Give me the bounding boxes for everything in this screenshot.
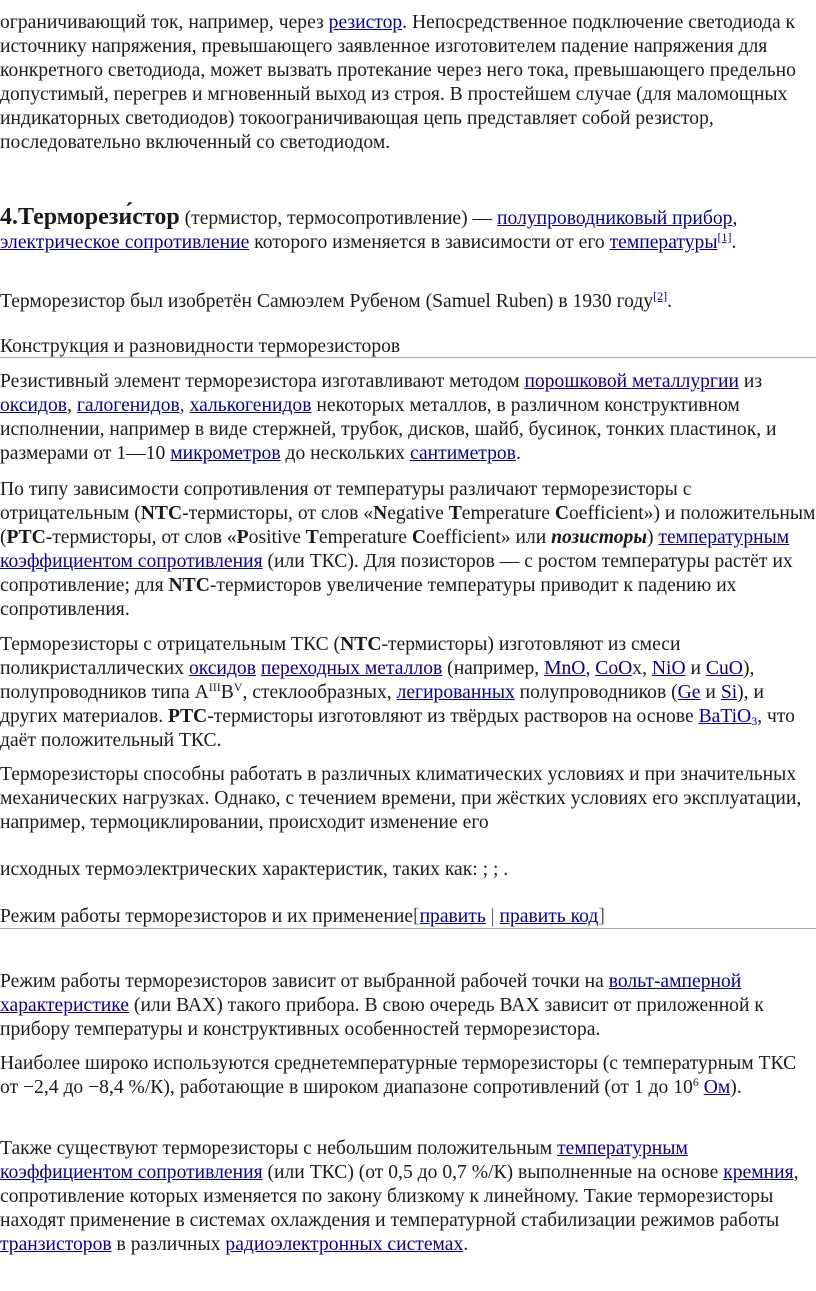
link-iv-characteristic[interactable]: вольт-амперной характеристике (0, 971, 742, 1016)
link-oxides[interactable]: оксидов (0, 395, 68, 416)
link-batio3[interactable]: BaTiO$_3$ (698, 706, 758, 728)
link-oxides-2[interactable]: оксидов (188, 658, 256, 679)
operating-mode-heading: Режим работы терморезисторов и их применение[править | править код] (0, 906, 605, 927)
climate-paragraph: Терморезисторы способны работать в различных климатических условиях и при значительных механических нагрузках. Однако, с течением времени, при жёстких условиях его эксплуатации, например, термоциклировании, происходит изменение его (0, 764, 802, 833)
link-temperature-coefficient-2[interactable]: температурным коэффициентом сопротивления (0, 1138, 688, 1183)
link-radioelectronic-systems[interactable]: радиоэлектронных системах (225, 1234, 464, 1255)
characteristics-line: исходных термоэлектрических характеристик, таких как: ; ; . (0, 859, 509, 880)
construction-paragraph: Резистивный элемент терморезистора изготавливают методом порошковой металлургии из оксидов, галогенидов, халькогенидов некоторых металлов, в различном конструктивном исполнении, например в виде стержней, трубок, дисков, шайб, бусинок, тонких пластинок, и размерами от 1—10 микрометров до нескольких сантиметров. (0, 371, 777, 464)
link-doped[interactable]: легированных (396, 682, 515, 703)
ref-2[interactable]: [2] (653, 289, 668, 303)
link-mno[interactable]: MnO (544, 658, 586, 679)
heading-divider (0, 357, 816, 358)
link-nio[interactable]: NiO (651, 658, 686, 679)
link-resistor[interactable]: резистор (328, 12, 403, 33)
link-cuo[interactable]: CuO (705, 658, 743, 679)
section-title: 4.Терморези́стор (0, 204, 180, 230)
link-ge[interactable]: Ge (677, 682, 701, 703)
edit-code-link[interactable]: править код (499, 906, 599, 927)
link-centimeters[interactable]: сантиметров (410, 443, 516, 464)
construction-heading: Конструкция и разновидности терморезисторов (0, 336, 401, 357)
link-ohm[interactable]: Ом (703, 1077, 731, 1098)
intro-paragraph: ограничивающий ток, например, через резистор. Непосредственное подключение светодиода к источнику напряжения, превышающего заявленное изготовителем падение напряжения для конкретного светодиода, может вызвать протекание через него тока, превышающего предельно допустимый, перегрев и мгновенный выход из строя. В простейшем случае (для маломощных индикаторных светодиодов) токоограничивающая цепь представляет собой резистор, последовательно включенный со светодиодом. (0, 12, 796, 153)
edit-link[interactable]: править (419, 906, 486, 927)
link-halides[interactable]: галогенидов (76, 395, 180, 416)
materials-paragraph: Терморезисторы с отрицательным ТКС (NTC-термисторы) изготовляют из смеси поликристаллических оксидов переходных металлов (например, MnO, CoOx, NiO и CuO), полупроводников типа $A^{III}B^V$, стеклообразных, легированных полупроводников (Ge и Si), и других материалов. PTC-термисторы изготовляют из твёрдых растворов на основе BaTiO$_3$, что даёт положительный ТКС. (0, 634, 795, 751)
link-powder-metallurgy[interactable]: порошковой металлургии (524, 371, 739, 392)
heading-divider-2 (0, 928, 816, 929)
link-si[interactable]: Si (720, 682, 738, 703)
link-temperature[interactable]: температуры (609, 232, 718, 253)
thermistor-definition: 4.Терморези́стор (термистор, термосопротивление) — полупроводниковый прибор, электрическое сопротивление которого изменяется в зависимости от его температуры[1]. (0, 204, 738, 253)
ntc-ptc-paragraph: По типу зависимости сопротивления от температуры различают терморезисторы с отрицательным (NTC-термисторы, от слов «Negative Temperature Coefficient») и положительным (PTC-термисторы, от слов «Positive Temperature Coefficient» или позисторы) температурным коэффициентом сопротивления (или ТКС). Для позисторов — с ростом температуры растёт их сопротивление; для NTC-термисторов увеличение температуры приводит к падению их сопротивления. (0, 479, 816, 620)
link-micrometers[interactable]: микрометров (170, 443, 281, 464)
link-coo[interactable]: CoO (595, 658, 633, 679)
link-transistors[interactable]: транзисторов (0, 1234, 112, 1255)
link-semiconductor-device[interactable]: полупроводниковый прибор (497, 208, 733, 229)
ref-1[interactable]: [1] (717, 230, 732, 244)
link-transition-metals[interactable]: переходных металлов (260, 658, 443, 679)
invention-paragraph: Терморезистор был изобретён Самюэлем Рубеном (Samuel Ruben) в 1930 году[2]. (0, 289, 673, 312)
operating-mode-paragraph: Режим работы терморезисторов зависит от выбранной рабочей точки на вольт-амперной характеристике (или ВАХ) такого прибора. В свою очередь ВАХ зависит от приложенной к прибору температуры и конструктивных особенностей терморезистора. (0, 971, 764, 1040)
widely-used-paragraph: Наиболее широко используются среднетемпературные терморезисторы (с температурным ТКС от −2,4 до −8,4 %/К), работающие в широком диапазоне сопротивлений (от 1 до $10^6$ Ом). (0, 1053, 797, 1098)
link-silicon[interactable]: кремния (723, 1162, 794, 1183)
link-electrical-resistance[interactable]: электрическое сопротивление (0, 232, 250, 253)
link-chalcogenides[interactable]: халькогенидов (189, 395, 312, 416)
silicon-paragraph: Также существуют терморезисторы с небольшим положительным температурным коэффициентом сопротивления (или ТКС) (от 0,5 до 0,7 %/К) выполненные на основе кремния, сопротивление которых изменяется по закону близкому к линейному. Такие терморезисторы находят применение в системах охлаждения и температурной стабилизации режимов работы транзисторов в различных радиоэлектронных системах. (0, 1138, 799, 1255)
link-temperature-coefficient[interactable]: температурным коэффициентом сопротивления (0, 527, 790, 572)
